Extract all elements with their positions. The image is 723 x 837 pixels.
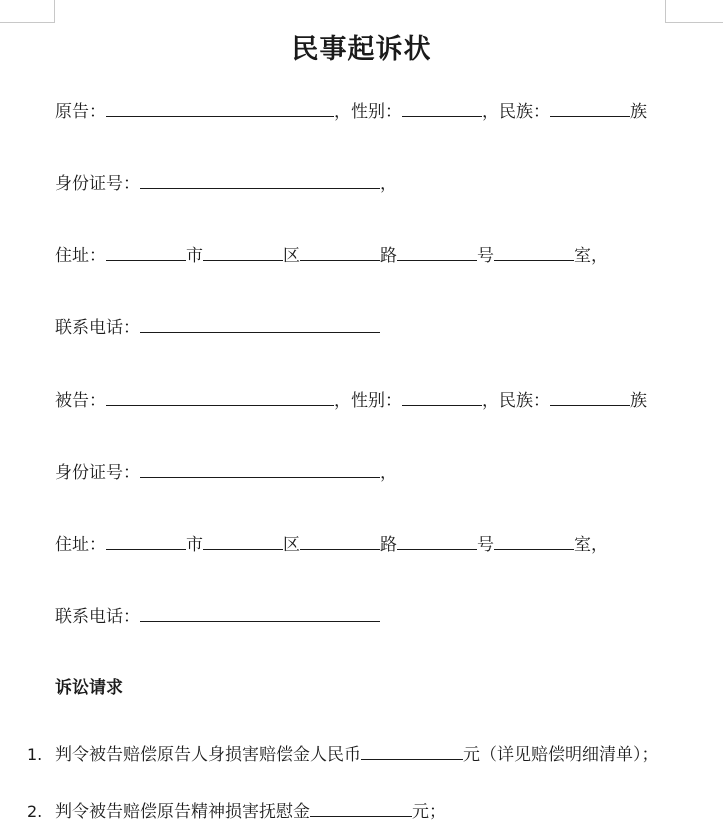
plaintiff-name-blank[interactable]	[106, 100, 334, 117]
defendant-id-line	[55, 461, 397, 485]
defendant-road-label: 路	[380, 535, 397, 555]
defendant-name-blank[interactable]	[106, 389, 334, 406]
plaintiff-phone-label: 联系电话：	[55, 318, 140, 338]
defendant-phone-label: 联系电话：	[55, 607, 140, 627]
plaintiff-id-label: 身份证号：	[55, 174, 140, 194]
claim-item-suffix: 元（详见赔偿明细清单）；	[463, 745, 659, 765]
plaintiff-ethnicity-label: ，民族：	[482, 102, 550, 122]
plaintiff-number-blank[interactable]	[397, 244, 477, 261]
defendant-city-label: 市	[186, 535, 203, 555]
defendant-id-label: 身份证号：	[55, 463, 140, 483]
defendant-room-label: 室，	[574, 535, 608, 555]
plaintiff-name-line	[55, 100, 647, 124]
defendant-id-suffix: ，	[380, 463, 397, 483]
page-corner-mark-right	[665, 0, 723, 23]
plaintiff-phone-line	[55, 316, 380, 340]
defendant-ethnicity-label: ，民族：	[482, 391, 550, 411]
claim-item	[27, 743, 659, 767]
claims-heading: 诉讼请求	[55, 678, 123, 698]
plaintiff-id-blank[interactable]	[140, 172, 380, 189]
plaintiff-road-blank[interactable]	[300, 244, 380, 261]
claim-item-suffix: 元；	[412, 802, 446, 822]
plaintiff-address-label: 住址：	[55, 246, 106, 266]
defendant-address-label: 住址：	[55, 535, 106, 555]
defendant-district-blank[interactable]	[203, 533, 283, 550]
document-title: 民事起诉状	[291, 34, 432, 65]
defendant-phone-blank[interactable]	[140, 605, 380, 622]
defendant-name-line	[55, 389, 647, 413]
plaintiff-room-blank[interactable]	[494, 244, 574, 261]
plaintiff-district-blank[interactable]	[203, 244, 283, 261]
claim-item-text: 判令被告赔偿原告精神损害抚慰金	[55, 802, 310, 822]
defendant-city-blank[interactable]	[106, 533, 186, 550]
defendant-number-label: 号	[477, 535, 494, 555]
defendant-ethnicity-blank[interactable]	[550, 389, 630, 406]
defendant-phone-line	[55, 605, 380, 629]
defendant-gender-blank[interactable]	[402, 389, 482, 406]
defendant-room-blank[interactable]	[494, 533, 574, 550]
plaintiff-number-label: 号	[477, 246, 494, 266]
claim-item-number: 1.	[27, 745, 43, 764]
claim-item-text: 判令被告赔偿原告人身损害赔偿金人民币	[55, 745, 361, 765]
plaintiff-id-line	[55, 172, 397, 196]
claim-item-number: 2.	[27, 802, 43, 821]
claim-amount-blank[interactable]	[361, 743, 463, 760]
plaintiff-ethnicity-blank[interactable]	[550, 100, 630, 117]
plaintiff-district-label: 区	[283, 246, 300, 266]
defendant-road-blank[interactable]	[300, 533, 380, 550]
plaintiff-address-line	[55, 244, 608, 268]
plaintiff-id-suffix: ，	[380, 174, 397, 194]
claim-amount-blank[interactable]	[310, 800, 412, 817]
plaintiff-road-label: 路	[380, 246, 397, 266]
defendant-label: 被告：	[55, 391, 106, 411]
plaintiff-city-label: 市	[186, 246, 203, 266]
plaintiff-room-label: 室，	[574, 246, 608, 266]
defendant-district-label: 区	[283, 535, 300, 555]
page-corner-mark-left	[0, 0, 55, 23]
plaintiff-label: 原告：	[55, 102, 106, 122]
plaintiff-gender-label: ，性别：	[334, 102, 402, 122]
defendant-number-blank[interactable]	[397, 533, 477, 550]
plaintiff-gender-blank[interactable]	[402, 100, 482, 117]
plaintiff-ethnicity-suffix: 族	[630, 102, 647, 122]
defendant-ethnicity-suffix: 族	[630, 391, 647, 411]
defendant-address-line	[55, 533, 608, 557]
claim-item	[27, 800, 446, 824]
plaintiff-city-blank[interactable]	[106, 244, 186, 261]
defendant-gender-label: ，性别：	[334, 391, 402, 411]
plaintiff-phone-blank[interactable]	[140, 316, 380, 333]
defendant-id-blank[interactable]	[140, 461, 380, 478]
